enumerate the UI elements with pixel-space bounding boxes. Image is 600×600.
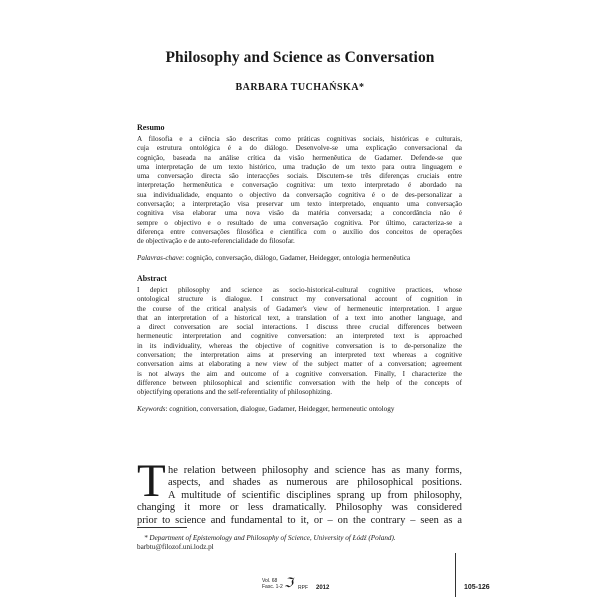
abstract-keywords-label: Keywords — [137, 405, 166, 413]
abstract-line: objectifying operations and the self-referentiality of philosophizing. — [137, 388, 333, 397]
resumo-line: sua individualidade, enquanto o objectivo da conversação cognitiva é o de des-personalizar a — [137, 190, 462, 199]
body-line: aspects, and shades as numerous are philosophical positions. — [168, 477, 462, 489]
resumo-text — [137, 135, 462, 247]
footnote-rule — [137, 527, 187, 528]
resumo-line: de objectivação e de auto-referencialidade do filosofar. — [137, 237, 295, 246]
fascicle-label: Fasc. 1-2 — [262, 584, 283, 590]
abstract-line: ontological structure is dialogue. I construct my conversational account of cognition in — [137, 295, 462, 304]
abstract-keywords — [137, 405, 467, 413]
resumo-keywords — [137, 254, 467, 262]
footnote-affiliation: * Department of Epistemology and Philosophy of Science, University of Łódź (Poland). — [144, 534, 396, 542]
abstract-keywords-text: : cognition, conversation, dialogue, Gadamer, Heidegger, hermeneutic ontology — [165, 405, 395, 413]
resumo-line: conversação; a interpretação visa preservar um texto interpretado, enquanto uma conversação — [137, 200, 462, 209]
resumo-line: uma interpretação de um texto histórico, uma tradução de um texto para outra linguagem e — [137, 162, 462, 171]
abstract-line: I depict philosophy and science as socio-historical-cultural cognitive practices, whose — [137, 286, 462, 294]
abstract-line: hermeneutic interpretation and cognitive conversation: an interpreted text is approached — [137, 332, 462, 341]
footnote-email: barbtu@filozof.uni.lodz.pl — [137, 543, 214, 552]
body-line: prior to science and fundamental to it, or – on the contrary – seen as a — [137, 514, 462, 526]
body-line: changing it more or less dramatically. Philosophy was considered — [137, 502, 462, 514]
article-author: BARBARA TUCHAŃSKA* — [235, 82, 365, 93]
abstract-line: conversation; the interpretation aims at preserving an interpreted text whereas a cognitive — [137, 351, 462, 360]
resumo-line: cognitiva visa elaborar uma nova visão da matéria conversada; a concordância não é — [137, 209, 462, 218]
journal-logo-text: RPF — [298, 585, 308, 591]
article-title: Philosophy and Science as Conversation — [165, 49, 435, 66]
abstract-line: a direct conversation are social interactions. I discuss three crucial differences between — [137, 323, 462, 332]
resumo-line: interpretação hermenêutica e conversação cognitiva: um texto interpretado é abordado na — [137, 181, 462, 190]
footer-divider — [455, 553, 456, 597]
resumo-line: uma conversação directa são interacções sociais. Discutem-se três diferenças cruciais entre — [137, 172, 462, 181]
body-text — [137, 465, 462, 527]
resumo-keywords-label: Palavras-chave — [137, 254, 183, 262]
journal-volume — [262, 578, 283, 590]
abstract-line: is not always the aim and outcome of a cognitive conversation. Finally, I characterize the — [137, 369, 462, 378]
abstract-line: difference between philosophical and scientific conversation with the help of the concepts of — [137, 378, 462, 387]
resumo-heading: Resumo — [137, 123, 165, 132]
volume-label: Vol. 68 — [262, 578, 278, 584]
page-range: 105-126 — [464, 584, 490, 591]
resumo-line: sempre o objectivo e o resultado de uma conversação cognitiva. Por último, caracteriza-se a — [137, 218, 462, 227]
abstract-line: conversation aims at elaborating a new view of the subject matter of a conversation; agreement — [137, 360, 462, 369]
drop-cap: T — [137, 455, 166, 507]
abstract-line: in its individuality, whereas the objective of cognitive conversation is to de-personalize the — [137, 341, 462, 350]
journal-year: 2012 — [316, 585, 330, 591]
resumo-line: cuja estrutura ontológica é a do diálogo. Desenvolve-se uma explicação conversacional da — [137, 144, 462, 153]
resumo-line: cognição, baseada na análise crítica da visão hermenêutica de Gadamer. Defende-se que — [137, 153, 462, 162]
abstract-line: that an interpretation of a historical text, a translation of a text into another language, and — [137, 313, 462, 322]
body-line: he relation between philosophy and science has as many forms, — [168, 465, 462, 476]
body-line: A multitude of scientific disciplines sprang up from philosophy, — [168, 489, 462, 501]
abstract-heading: Abstract — [137, 274, 167, 283]
abstract-text — [137, 286, 462, 398]
resumo-line: diferença entre conversações filosófica e científica com o auxílio dos conceitos de operações — [137, 227, 462, 236]
footnote — [137, 534, 467, 553]
resumo-line: A filosofia e a ciência são descritas como práticas cognitivas sociais, históricas e culturais, — [137, 135, 462, 143]
journal-logo-icon: ℑ — [284, 575, 294, 590]
abstract-line: the course of the critical analysis of Gadamer's view of hermeneutic interpretation. I argue — [137, 304, 462, 313]
resumo-keywords-text: : cognição, conversação, diálogo, Gadamer, Heidegger, ontologia hermenêutica — [182, 254, 411, 262]
